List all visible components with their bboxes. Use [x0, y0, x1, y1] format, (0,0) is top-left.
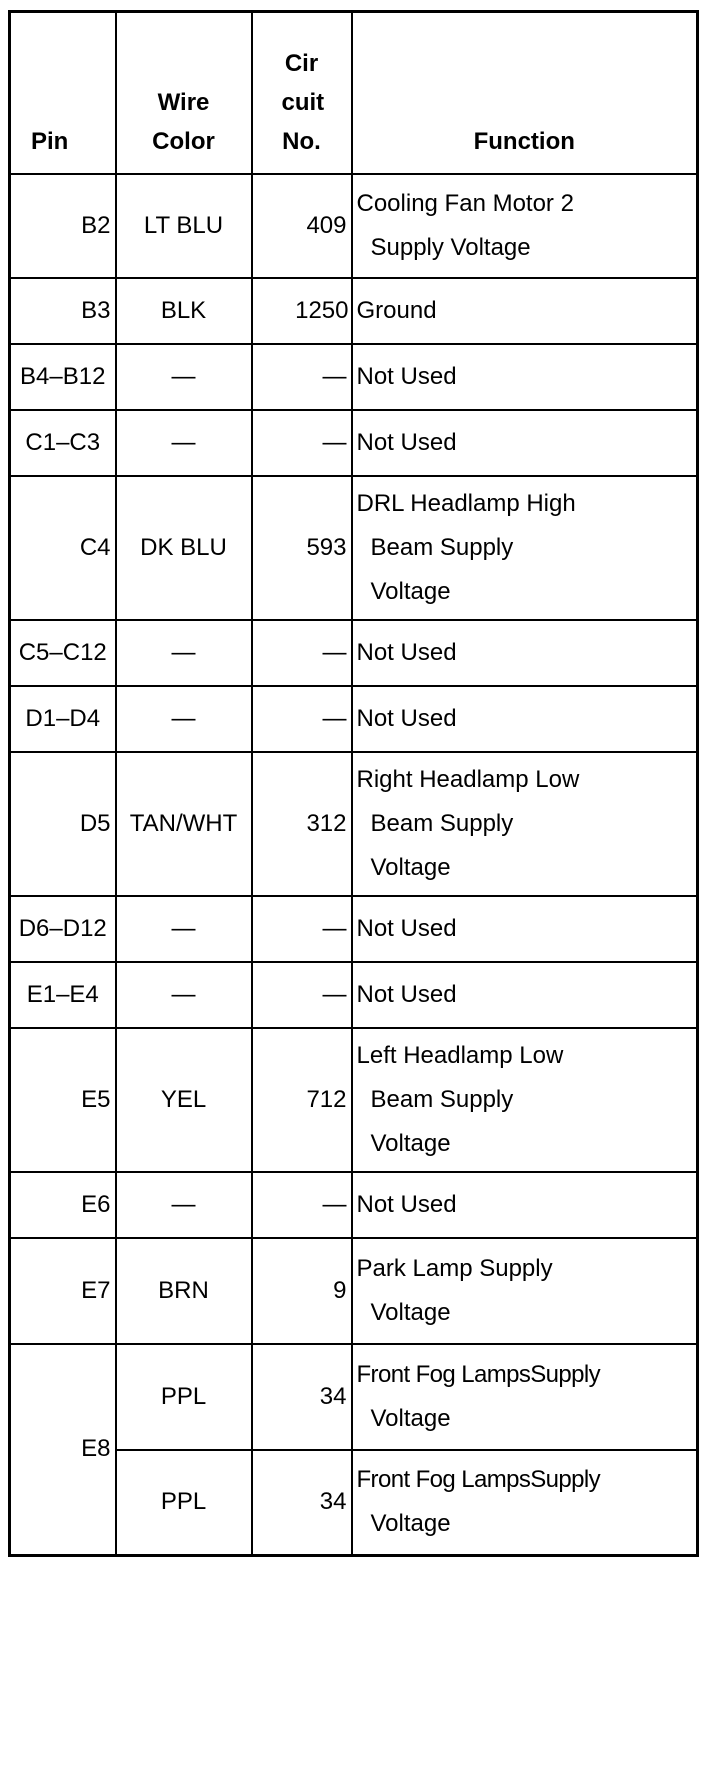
circuit-cell: —: [252, 896, 352, 962]
function-cell: [352, 1238, 698, 1344]
function-cell: [352, 752, 698, 896]
circuit-cell: —: [252, 962, 352, 1028]
pin-cell: C5–C12: [10, 620, 116, 686]
function-cell: [352, 1344, 698, 1450]
pin-cell: D1–D4: [10, 686, 116, 752]
function-line-1: Right Headlamp Low: [356, 765, 580, 793]
function-line-2: Voltage: [370, 1298, 451, 1326]
function-cell: [352, 686, 698, 752]
wire-color-cell: PPL: [116, 1450, 252, 1556]
wire-color-cell: —: [116, 410, 252, 476]
pin-cell: E1–E4: [10, 962, 116, 1028]
function-line-1: Not Used: [356, 362, 457, 390]
function-line-1: Left Headlamp Low: [356, 1041, 564, 1069]
function-line-3: Voltage: [370, 577, 451, 605]
wire-color-cell: YEL: [116, 1028, 252, 1172]
header-pin: Pin: [10, 12, 116, 174]
circuit-cell: 312: [252, 752, 352, 896]
table-row: [10, 174, 698, 278]
function-line-1: Not Used: [356, 428, 457, 456]
circuit-cell: 712: [252, 1028, 352, 1172]
function-cell: [352, 278, 698, 344]
function-line-2: Voltage: [370, 1510, 451, 1538]
circuit-cell: —: [252, 620, 352, 686]
header-row: [10, 12, 698, 174]
wire-color-cell: TAN/WHT: [116, 752, 252, 896]
wire-color-cell: —: [116, 962, 252, 1028]
table-row: [10, 620, 698, 686]
wire-color-cell: —: [116, 620, 252, 686]
pin-table: [8, 10, 699, 1557]
circuit-cell: —: [252, 410, 352, 476]
table-row: [10, 1238, 698, 1344]
circuit-cell: 9: [252, 1238, 352, 1344]
table-row: [10, 896, 698, 962]
function-line-1: Front Fog LampsSupply: [356, 1466, 601, 1494]
pin-cell: E8: [10, 1344, 116, 1556]
function-cell: [352, 1028, 698, 1172]
function-cell: [352, 1450, 698, 1556]
circuit-cell: —: [252, 344, 352, 410]
header-circuit-no: [252, 12, 352, 174]
wire-color-cell: LT BLU: [116, 174, 252, 278]
circuit-cell: 34: [252, 1450, 352, 1556]
pin-cell: B3: [10, 278, 116, 344]
function-line-1: Front Fog LampsSupply: [356, 1360, 601, 1388]
function-line-1: Cooling Fan Motor 2: [356, 189, 574, 217]
pin-cell: E7: [10, 1238, 116, 1344]
function-line-2: Supply Voltage: [370, 233, 531, 261]
wire-color-cell: PPL: [116, 1344, 252, 1450]
wire-color-cell: —: [116, 1172, 252, 1238]
function-line-3: Voltage: [370, 853, 451, 881]
table-row: [10, 686, 698, 752]
circuit-cell: —: [252, 686, 352, 752]
header-wire-color: [116, 12, 252, 174]
circuit-cell: —: [252, 1172, 352, 1238]
header-wire-color-text: Wire Color: [152, 88, 215, 155]
function-line-1: Park Lamp Supply: [356, 1254, 553, 1282]
table-row: [10, 1172, 698, 1238]
function-cell: [352, 620, 698, 686]
pin-cell: B4–B12: [10, 344, 116, 410]
function-line-2: Beam Supply: [370, 809, 514, 837]
pin-cell: C4: [10, 476, 116, 620]
circuit-cell: 34: [252, 1344, 352, 1450]
function-line-1: Not Used: [356, 1190, 457, 1218]
pin-cell: B2: [10, 174, 116, 278]
table-row: [10, 1028, 698, 1172]
function-cell: [352, 896, 698, 962]
circuit-cell: 1250: [252, 278, 352, 344]
function-cell: [352, 1172, 698, 1238]
pin-cell: D5: [10, 752, 116, 896]
wire-color-cell: BRN: [116, 1238, 252, 1344]
header-function: Function: [352, 12, 698, 174]
pin-cell: E5: [10, 1028, 116, 1172]
function-line-1: Not Used: [356, 980, 457, 1008]
function-cell: [352, 174, 698, 278]
pin-cell: C1–C3: [10, 410, 116, 476]
table-row: [10, 410, 698, 476]
function-line-1: Not Used: [356, 638, 457, 666]
function-line-3: Voltage: [370, 1129, 451, 1157]
function-cell: [352, 344, 698, 410]
function-line-1: Ground: [356, 296, 437, 324]
wire-color-cell: BLK: [116, 278, 252, 344]
function-line-2: Beam Supply: [370, 1085, 514, 1113]
function-line-2: Beam Supply: [370, 533, 514, 561]
table-row: [10, 962, 698, 1028]
circuit-cell: 409: [252, 174, 352, 278]
function-line-1: Not Used: [356, 704, 457, 732]
function-cell: [352, 962, 698, 1028]
function-cell: [352, 476, 698, 620]
wire-color-cell: DK BLU: [116, 476, 252, 620]
function-line-2: Voltage: [370, 1404, 451, 1432]
table-row: [10, 344, 698, 410]
function-cell: [352, 410, 698, 476]
pin-cell: E6: [10, 1172, 116, 1238]
header-circuit-no-text: Cir cuit No.: [281, 49, 325, 155]
wire-color-cell: —: [116, 344, 252, 410]
wire-color-cell: —: [116, 896, 252, 962]
pin-cell: D6–D12: [10, 896, 116, 962]
table-row: [10, 476, 698, 620]
table-row: [10, 752, 698, 896]
table-row: [10, 278, 698, 344]
circuit-cell: 593: [252, 476, 352, 620]
wire-color-cell: —: [116, 686, 252, 752]
table-row: [10, 1344, 698, 1450]
function-line-1: DRL Headlamp High: [356, 489, 576, 517]
function-line-1: Not Used: [356, 914, 457, 942]
